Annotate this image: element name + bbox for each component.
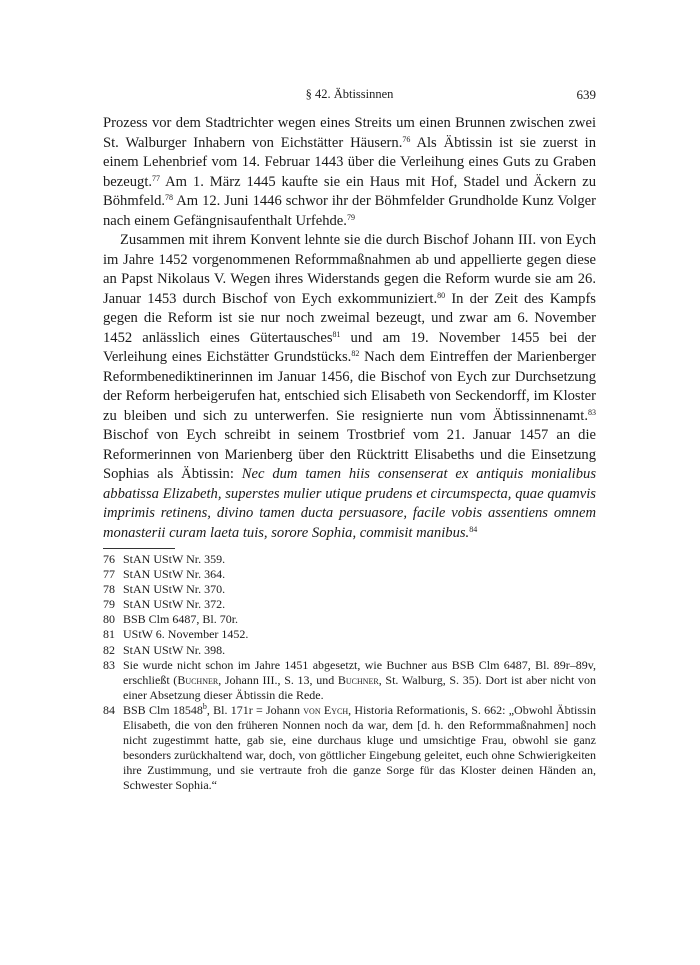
footnote-82 bbox=[103, 643, 596, 658]
footnote-84 bbox=[103, 703, 596, 794]
text-segment: , Bl. 171r = Johann bbox=[206, 702, 304, 717]
latin-quote: Nec dum tamen hiis consenserat ex antiquis monialibus abbatissa Elizabeth, superstes mulier utique prudens et circumspecta, quae quamvis imprimis retinens, divino tamen ducta persuasore, facile vobis assentiens omnem monasterii curam laeta tuis, sorore Sophia, commisit manibus. bbox=[103, 466, 596, 541]
author-name: von Eych bbox=[303, 702, 349, 717]
footnotes bbox=[103, 552, 596, 794]
text-segment: Bischof von Eych schreibt in seinem Trostbrief vom 21. Januar 1457 an die Reformerinnen von Marienberg über den Rücktritt Elisabeths und die Einsetzung Sophias als Äbtissin: bbox=[103, 427, 596, 482]
text-segment: Als Äbtissin ist sie zuerst in einem Lehenbrief vom 14. Februar 1443 über die Verleihung eines Guts zu Graben bezeugt. bbox=[103, 134, 596, 190]
text-segment: BSB Clm 18548 bbox=[123, 702, 203, 717]
footnote-number: 81 bbox=[103, 627, 115, 642]
footnote-text: StAN UStW Nr. 359. bbox=[123, 552, 226, 566]
footnote-ref[interactable]: 82 bbox=[351, 349, 360, 358]
footnote-number: 80 bbox=[103, 612, 115, 627]
footnote-text: UStW 6. November 1452. bbox=[123, 627, 249, 642]
footnote-number: 83 bbox=[103, 657, 115, 672]
footnote-78 bbox=[103, 582, 596, 597]
text-segment: , Historia Reformationis, S. 662: „Obwohl Äbtissin Elisabeth, die von den früheren Nonnen noch da war, dem [d. h. den Reformmaßnahmen] noch nicht zugestimmt hatte, gab sie, eine durchaus kluge und umsichtige Frau, obwohl sie ganz besonders zurückhaltend war, doch, von göttlicher Eingebung geleitet, euch ohne Schwierigkeiten ihre Zustimmung, und sie vertraute froh die ganze Sorge für das Kloster deinen Händen an, Schwester Sophia.“ bbox=[123, 702, 596, 793]
footnote-80 bbox=[103, 612, 596, 627]
footnote-text bbox=[123, 703, 596, 794]
footnote-ref[interactable]: 80 bbox=[437, 290, 446, 300]
text-segment: Nach dem Eintreffen der Marienberger Reformbenediktinerinnen im Januar 1456, die Bischof von Eych zur Durchsetzung der Reform herbeigerufen hat, entschied sich Elisabeth von Seckendorff, im Kloster zu bleiben und sich zu unterwerfen. Sie resignierte nun vom Äbtissinnenamt. bbox=[103, 349, 596, 424]
footnote-81 bbox=[103, 627, 596, 642]
footnote-text: StAN UStW Nr. 372. bbox=[123, 597, 226, 612]
footnote-ref[interactable]: 76 bbox=[402, 134, 411, 144]
footnote-text bbox=[123, 658, 596, 703]
paragraph-1 bbox=[103, 114, 596, 231]
footnote-text: StAN UStW Nr. 398. bbox=[123, 642, 226, 657]
footnote-ref[interactable]: 78 bbox=[165, 193, 174, 202]
footnote-number: 84 bbox=[103, 702, 115, 717]
text-segment: In der Zeit des Kampfs gegen die Reform ist sie nur noch zweimal bezeugt, und zwar am 6. November 1452 anlässlich eines Gütertausches bbox=[103, 290, 596, 346]
footnote-76 bbox=[103, 552, 596, 567]
footnote-text: BSB Clm 6487, Bl. 70r. bbox=[123, 612, 239, 627]
footnote-77 bbox=[103, 567, 596, 582]
footnote-ref[interactable]: 84 bbox=[469, 524, 478, 534]
footnote-separator bbox=[103, 548, 175, 549]
text-segment: Sie wurde nicht schon im Jahre 1451 abgesetzt, wie Buchner aus BSB Clm 6487, Bl. 89r–89v, erschließt ( bbox=[123, 657, 596, 687]
paragraph-2 bbox=[103, 231, 596, 543]
footnote-number: 78 bbox=[103, 582, 115, 597]
footnote-number: 79 bbox=[103, 597, 115, 612]
footnote-text: StAN UStW Nr. 364. bbox=[123, 567, 226, 582]
author-name: Buchner bbox=[177, 672, 219, 687]
running-title: § 42. Äbtissinnen bbox=[305, 87, 394, 101]
main-text bbox=[103, 114, 596, 543]
footnote-ref[interactable]: 81 bbox=[332, 329, 341, 339]
footnote-83 bbox=[103, 658, 596, 703]
manuscript-suffix: b bbox=[202, 701, 207, 711]
footnote-text: StAN UStW Nr. 370. bbox=[123, 582, 226, 597]
footnote-number: 76 bbox=[103, 552, 115, 566]
text-segment: Am 12. Juni 1446 schwor ihr der Böhmfelder Grundholde Kunz Volger nach einem Gefängnisaufenthalt Urfehde. bbox=[103, 193, 596, 229]
running-header bbox=[103, 87, 596, 107]
footnote-ref[interactable]: 79 bbox=[346, 212, 355, 222]
text-segment: Zusammen mit ihrem Konvent lehnte sie die durch Bischof Johann III. von Eych im Jahre 1452 vorgenommenen Reformmaßnahmen ab und appellierte gegen diese an Papst Nikolaus V. Wegen ihres Widerstands gegen die Reform wurde sie am 26. Januar 1453 durch Bischof von Eych exkommuniziert. bbox=[103, 232, 596, 307]
page-number: 639 bbox=[576, 87, 596, 102]
text-segment: , Johann III., S. 13, und bbox=[218, 672, 338, 687]
footnote-79 bbox=[103, 597, 596, 612]
footnote-ref[interactable]: 83 bbox=[588, 407, 596, 417]
text-segment: und am 19. November 1455 bei der Verleihung eines Eichstätter Grundstücks. bbox=[103, 329, 596, 365]
footnote-ref[interactable]: 77 bbox=[152, 173, 161, 183]
text-segment: Am 1. März 1445 kaufte sie ein Haus mit Hof, Stadel und Äckern zu Böhmfeld. bbox=[103, 173, 596, 209]
footnote-number: 82 bbox=[103, 642, 115, 657]
text-segment: , St. Walburg, S. 35). Dort ist aber nicht von einer Absetzung dieser Äbtissin die Rede. bbox=[123, 672, 596, 702]
text-segment: Prozess vor dem Stadtrichter wegen eines Streits um einen Brunnen zwischen zwei St. Walburger Inhabern von Eichstätter Häusern. bbox=[103, 115, 596, 151]
author-name: Buchner bbox=[337, 672, 379, 687]
footnote-number: 77 bbox=[103, 567, 115, 582]
